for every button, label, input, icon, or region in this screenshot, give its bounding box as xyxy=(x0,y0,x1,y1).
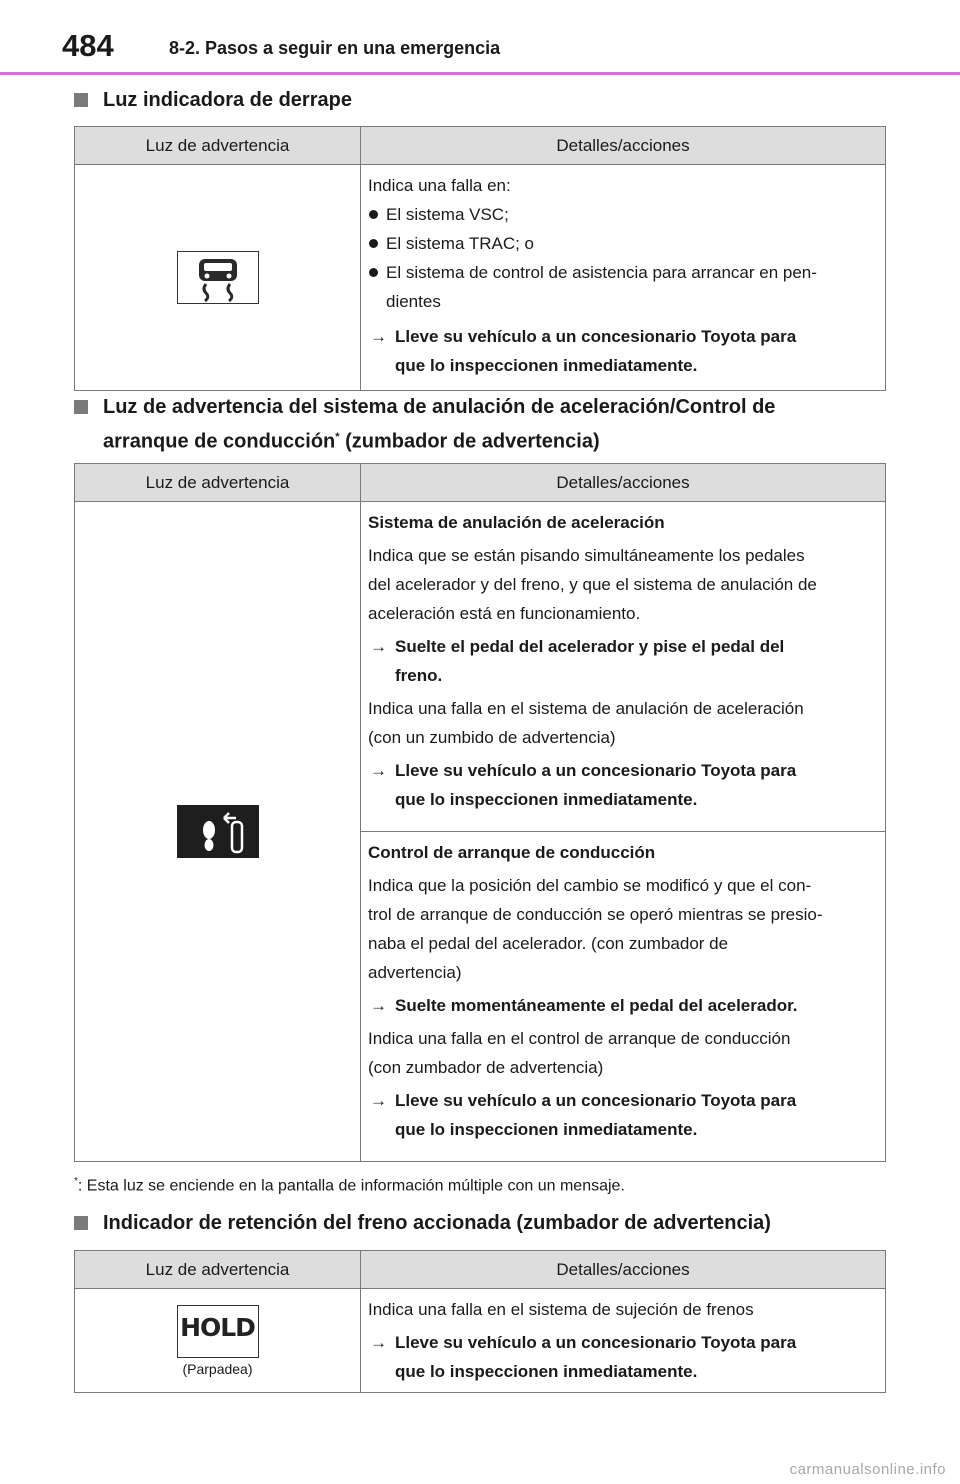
details-paragraph: Indica una falla en el control de arranque de conducción (con zumbador de advertencia) xyxy=(368,1029,791,1077)
hold-label: HOLD xyxy=(180,1312,255,1342)
bullet-dot-icon xyxy=(369,239,378,248)
arrow-icon: → xyxy=(370,1333,387,1352)
icon-caption: (Parpadea) xyxy=(182,1360,253,1377)
col-header-warning: Luz de advertencia xyxy=(75,127,361,165)
details-paragraph: Indica que se están pisando simultáneamente los pedales del acelerador y del freno, y que el sistema de anulación de aceleración está en funcionamiento. xyxy=(368,546,817,623)
bullet-dot-icon xyxy=(369,210,378,219)
slip-indicator-icon xyxy=(177,251,259,304)
details-paragraph: Indica que la posición del cambio se modificó y que el con- trol de arranque de conducción se operó mientras se presio- naba el pedal del acelerador. (con zumbador de advertencia) xyxy=(368,876,823,982)
action-text: → Lleve su vehículo a un concesionario Toyota para que lo inspeccionen inmediatamente. xyxy=(368,322,879,380)
action-text: → Lleve su vehículo a un concesionario Toyota para que lo inspeccionen inmediatamente. xyxy=(368,1086,879,1144)
details-cell-brake-override xyxy=(361,502,886,832)
warning-table-brake-override xyxy=(74,463,886,1162)
heading-brake-override xyxy=(74,392,775,457)
heading-square-icon xyxy=(74,93,88,107)
heading-slip-indicator xyxy=(74,85,352,115)
section-title: 8-2. Pasos a seguir en una emergencia xyxy=(169,38,501,58)
heading-text: Indicador de retención del freno accionada (zumbador de advertencia) xyxy=(103,1212,771,1234)
heading-square-icon xyxy=(74,1216,88,1230)
list-item: El sistema TRAC; o xyxy=(368,229,879,258)
action-text: → Suelte el pedal del acelerador y pise el pedal del freno. xyxy=(368,632,879,690)
table-row xyxy=(75,165,886,391)
warning-table-slip xyxy=(74,126,886,391)
details-cell xyxy=(361,1289,886,1393)
table-row xyxy=(75,502,886,832)
list-item: El sistema de control de asistencia para arrancar en pen- xyxy=(368,258,879,287)
col-header-warning: Luz de advertencia xyxy=(75,1251,361,1289)
col-header-details: Detalles/acciones xyxy=(361,1251,886,1289)
icon-cell xyxy=(75,165,361,391)
arrow-icon: → xyxy=(370,637,387,656)
details-paragraph: Indica una falla en el sistema de anulación de aceleración (con un zumbido de advertencia) xyxy=(368,699,804,747)
footnote: *: Esta luz se enciende en la pantalla de información múltiple con un mensaje. xyxy=(74,1176,625,1195)
action-text: → Lleve su vehículo a un concesionario Toyota para que lo inspeccionen inmediatamente. xyxy=(368,756,879,814)
bullet-dot-icon xyxy=(369,268,378,277)
arrow-icon: → xyxy=(370,1091,387,1110)
table-row xyxy=(75,1289,886,1393)
details-intro: Indica una falla en el sistema de sujeción de frenos xyxy=(368,1300,754,1319)
table-header-row xyxy=(75,127,886,165)
list-item: El sistema VSC; xyxy=(368,200,879,229)
table-header-row xyxy=(75,1251,886,1289)
page-number: 484 xyxy=(62,28,114,63)
arrow-icon: → xyxy=(370,327,387,346)
heading-text-line2: arranque de conducción* (zumbador de advertencia) xyxy=(103,430,600,453)
action-text: → Suelte momentáneamente el pedal del acelerador. xyxy=(368,991,879,1020)
details-cell-drive-start xyxy=(361,832,886,1162)
table-header-row xyxy=(75,464,886,502)
arrow-icon: → xyxy=(370,996,387,1015)
details-intro: Indica una falla en: xyxy=(368,176,511,195)
heading-text: Luz de advertencia del sistema de anulación de aceleración/Control de xyxy=(103,396,776,418)
col-header-warning: Luz de advertencia xyxy=(75,464,361,502)
brake-override-icon xyxy=(177,805,259,858)
header-rule xyxy=(0,72,960,75)
action-text: → Lleve su vehículo a un concesionario Toyota para que lo inspeccionen inmediatamente. xyxy=(368,1328,879,1386)
block-title: Control de arranque de conducción xyxy=(368,843,656,862)
heading-brake-hold xyxy=(74,1208,771,1238)
details-cell xyxy=(361,165,886,391)
icon-cell xyxy=(75,1289,361,1393)
watermark: carmanualsonline.info xyxy=(789,1461,946,1478)
hold-indicator-icon xyxy=(177,1305,259,1358)
col-header-details: Detalles/acciones xyxy=(361,464,886,502)
list-item-continuation: dientes xyxy=(386,292,441,311)
col-header-details: Detalles/acciones xyxy=(361,127,886,165)
heading-text: Luz indicadora de derrape xyxy=(103,89,352,111)
arrow-icon: → xyxy=(370,761,387,780)
icon-cell xyxy=(75,502,361,1162)
heading-square-icon xyxy=(74,400,88,414)
block-title: Sistema de anulación de aceleración xyxy=(368,513,665,532)
warning-table-brake-hold xyxy=(74,1250,886,1393)
